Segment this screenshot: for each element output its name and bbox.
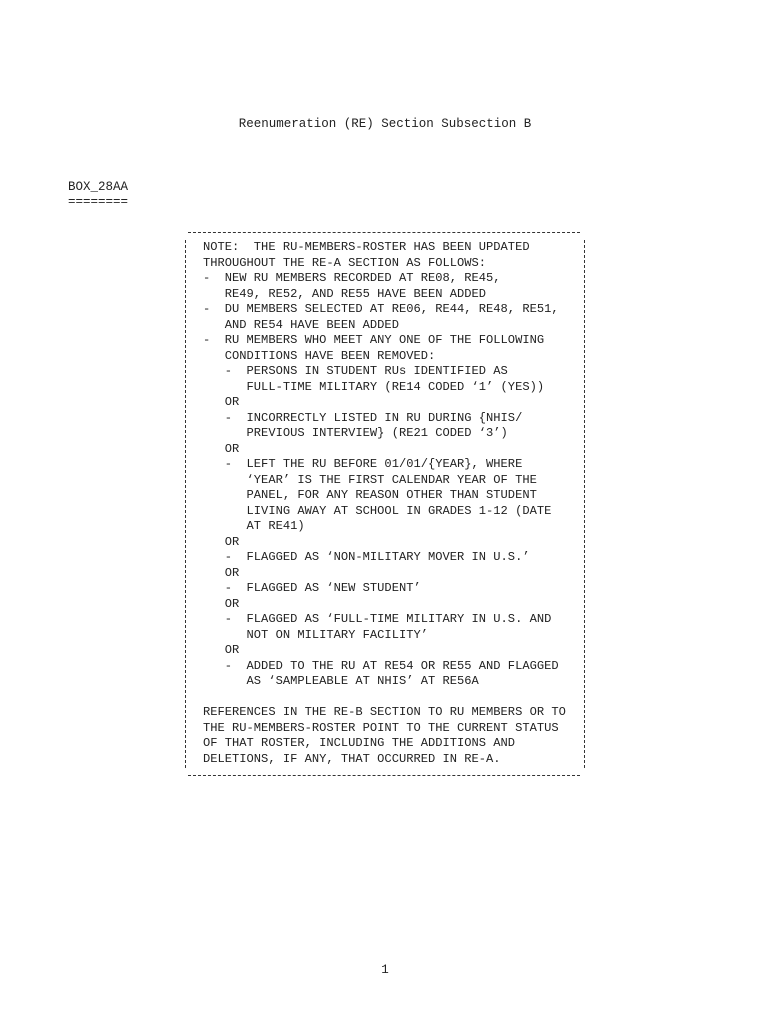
note-line: - FLAGGED AS ‘NEW STUDENT’	[203, 581, 421, 595]
note-line: REFERENCES IN THE RE-B SECTION TO RU MEMBERS OR TO	[203, 705, 566, 719]
note-box-left-border	[185, 240, 186, 768]
note-line: THROUGHOUT THE RE-A SECTION AS FOLLOWS:	[203, 255, 487, 270]
note-box-bottom-border	[188, 775, 580, 776]
note-line: OF THAT ROSTER, INCLUDING THE ADDITIONS AND	[203, 736, 516, 750]
note-line: ‘YEAR’ IS THE FIRST CALENDAR YEAR OF THE	[203, 472, 537, 487]
note-line: RE49, RE52, AND RE55 HAVE BEEN ADDED	[203, 286, 487, 301]
note-line: - RU MEMBERS WHO MEET ANY ONE OF THE FOLLOWING	[203, 333, 545, 347]
note-line: OR	[203, 441, 240, 456]
note-line	[203, 690, 581, 706]
note-line: LIVING AWAY AT SCHOOL IN GRADES 1-12 (DATE	[203, 503, 552, 518]
note-line: AS ‘SAMPLEABLE AT NHIS’ AT RE56A	[203, 674, 479, 688]
note-line: FULL-TIME MILITARY (RE14 CODED ‘1’ (YES))	[203, 379, 545, 394]
note-box-top-border	[188, 232, 580, 233]
note-line: - ADDED TO THE RU AT RE54 OR RE55 AND FLAGGED	[203, 658, 559, 673]
page-title: Reenumeration (RE) Section Subsection B	[238, 117, 532, 131]
note-line: NOT ON MILITARY FACILITY’	[203, 627, 428, 642]
note-line: AT RE41)	[203, 519, 305, 533]
note-line: OR	[203, 395, 240, 409]
note-line: - NEW RU MEMBERS RECORDED AT RE08, RE45,	[203, 271, 501, 285]
note-box	[188, 225, 580, 781]
note-line: - DU MEMBERS SELECTED AT RE06, RE44, RE48, RE51,	[203, 302, 559, 316]
note-line: OR	[203, 643, 240, 657]
note-box-text	[203, 240, 581, 767]
note-line: DELETIONS, IF ANY, THAT OCCURRED IN RE-A.	[203, 751, 501, 766]
note-line: OR	[203, 565, 240, 580]
note-box-right-border	[584, 240, 585, 768]
note-line: OR	[203, 596, 240, 611]
page-number: 1	[381, 963, 389, 977]
note-line: AND RE54 HAVE BEEN ADDED	[203, 317, 399, 332]
note-line: - LEFT THE RU BEFORE 01/01/{YEAR}, WHERE	[203, 457, 523, 471]
note-line: - FLAGGED AS ‘NON-MILITARY MOVER IN U.S.’	[203, 550, 530, 564]
box-id-underline: ========	[68, 195, 129, 209]
note-line: - PERSONS IN STUDENT RUs IDENTIFIED AS	[203, 364, 508, 378]
note-line: PREVIOUS INTERVIEW} (RE21 CODED ‘3’)	[203, 426, 508, 440]
box-id: BOX_28AA	[68, 180, 129, 194]
note-line: NOTE: THE RU-MEMBERS-ROSTER HAS BEEN UPDATED	[203, 240, 530, 254]
note-line: - FLAGGED AS ‘FULL-TIME MILITARY IN U.S. AND	[203, 612, 552, 626]
note-line: THE RU-MEMBERS-ROSTER POINT TO THE CURRENT STATUS	[203, 720, 559, 735]
note-line: OR	[203, 534, 240, 549]
note-line: - INCORRECTLY LISTED IN RU DURING {NHIS/	[203, 410, 523, 425]
note-line: PANEL, FOR ANY REASON OTHER THAN STUDENT	[203, 488, 537, 502]
note-line: CONDITIONS HAVE BEEN REMOVED:	[203, 348, 436, 363]
